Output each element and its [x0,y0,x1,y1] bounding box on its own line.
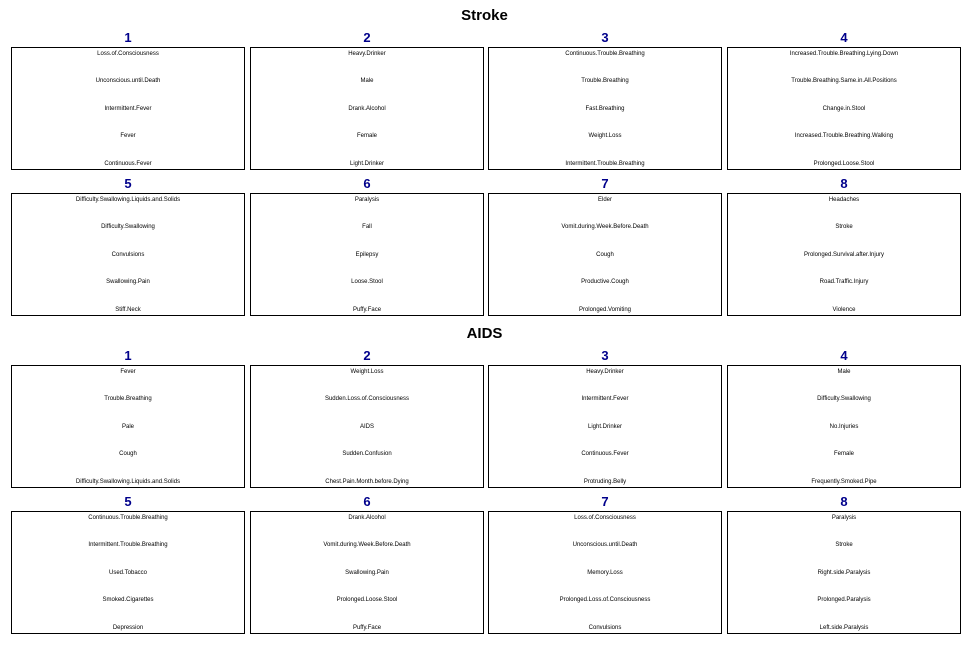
term-label: Light.Drinker [587,424,622,430]
term-label: Puffy.Face [352,625,382,631]
term-label: Chest.Pain.Month.before.Dying [325,479,409,485]
topic-panel [488,193,722,316]
topic-panel [11,193,245,316]
term-label: Difficulty.Swallowing.Liquids.and.Solids [75,479,181,485]
panel-number: 5 [124,176,132,191]
term-label: Trouble.Breathing.Same.in.All.Positions [791,78,897,84]
term-label: Cough [119,451,137,457]
term-label: Female [833,451,854,457]
term-label: Convulsions [588,625,622,631]
term-label: Right.side.Paralysis [817,570,871,576]
term-label: Swallowing.Pain [345,570,389,576]
term-label: Unconscious.until.Death [572,542,638,548]
topic-panel [488,365,722,488]
term-label: Drank.Alcohol [348,515,386,521]
term-label: Light.Drinker [349,161,384,167]
panel-number: 7 [601,176,609,191]
term-label: Paralysis [354,197,380,203]
topic-panel [727,47,961,170]
term-label: Elder [597,197,612,203]
term-label: Intermittent.Fever [581,396,629,402]
term-label: Vomit.during.Week.Before.Death [561,224,649,230]
term-label: Female [356,133,377,139]
term-label: Stroke [835,224,853,230]
topic-panel [727,193,961,316]
term-label: Left.side.Paralysis [819,625,869,631]
term-label: Pale [121,424,134,430]
topic-panel [250,365,484,488]
term-label: Prolonged.Survival.after.Injury [803,252,885,258]
term-label: Prolonged.Paralysis [817,597,871,603]
term-label: Continuous.Fever [581,451,629,457]
term-label: Epilepsy [355,252,379,258]
term-label: Stiff.Neck [115,307,141,313]
topic-panel [11,365,245,488]
term-label: Protruding.Belly [583,479,627,485]
term-label: Fast.Breathing [585,106,625,112]
term-label: Continuous.Trouble.Breathing [565,51,645,57]
term-label: Loss.of.Consciousness [97,51,159,57]
term-label: Male [837,369,851,375]
term-label: Sudden.Confusion [342,451,392,457]
panel-number: 2 [363,30,371,45]
term-label: Sudden.Loss.of.Consciousness [324,396,410,402]
term-label: Unconscious.until.Death [95,78,161,84]
topic-panel [727,511,961,634]
term-label: Loss.of.Consciousness [574,515,636,521]
panel-number: 8 [840,176,848,191]
term-label: Change.in.Stool [822,106,866,112]
term-label: Loose.Stool [351,279,383,285]
term-label: Heavy.Drinker [586,369,624,375]
panel-number: 4 [840,30,848,45]
term-label: Difficulty.Swallowing.Liquids.and.Solids [75,197,181,203]
term-label: Stroke [835,542,853,548]
term-label: Increased.Trouble.Breathing.Walking [794,133,894,139]
panel-number: 6 [363,494,371,509]
term-label: Puffy.Face [352,307,382,313]
term-label: Intermittent.Trouble.Breathing [88,542,168,548]
term-label: Continuous.Trouble.Breathing [88,515,168,521]
term-label: Swallowing.Pain [106,279,150,285]
term-label: No.Injuries [829,424,859,430]
term-label: Intermittent.Trouble.Breathing [565,161,645,167]
term-label: Convulsions [111,252,145,258]
panel-number: 3 [601,348,609,363]
section-title: AIDS [466,325,503,342]
panel-number: 3 [601,30,609,45]
topic-panel [488,511,722,634]
term-label: Intermittent.Fever [104,106,152,112]
term-label: Fever [120,133,136,139]
term-label: Smoked.Cigarettes [102,597,154,603]
term-label: Fever [120,369,136,375]
topic-panel [11,47,245,170]
term-label: Paralysis [831,515,857,521]
panel-number: 5 [124,494,132,509]
panel-number: 8 [840,494,848,509]
term-label: Headaches [828,197,860,203]
term-label: Prolonged.Vomiting [578,307,632,313]
term-label: Productive.Cough [581,279,629,285]
term-label: Weight.Loss [588,133,622,139]
term-label: Drank.Alcohol [348,106,386,112]
topic-panel [250,511,484,634]
panel-number: 2 [363,348,371,363]
panel-number: 4 [840,348,848,363]
panel-number: 1 [124,30,132,45]
term-label: Weight.Loss [350,369,384,375]
term-label: Frequently.Smoked.Pipe [811,479,877,485]
topic-panel [250,47,484,170]
term-label: Trouble.Breathing [104,396,152,402]
topic-panel [727,365,961,488]
term-label: Prolonged.Loose.Stool [336,597,398,603]
term-label: Heavy.Drinker [348,51,386,57]
topic-panel [11,511,245,634]
term-label: Continuous.Fever [104,161,152,167]
term-label: Fall [362,224,372,230]
term-label: Depression [112,625,144,631]
term-label: Prolonged.Loose.Stool [813,161,875,167]
term-label: AIDS [359,424,374,430]
term-label: Road.Traffic.Injury [819,279,869,285]
topic-panel [488,47,722,170]
term-label: Difficulty.Swallowing [101,224,155,230]
term-label: Used.Tobacco [108,570,148,576]
term-label: Prolonged.Loss.of.Consciousness [559,597,651,603]
term-label: Trouble.Breathing [581,78,629,84]
term-label: Violence [832,307,856,313]
term-label: Male [360,78,374,84]
term-label: Vomit.during.Week.Before.Death [323,542,411,548]
section-title: Stroke [461,7,508,24]
term-label: Increased.Trouble.Breathing.Lying.Down [789,51,899,57]
term-label: Cough [596,252,614,258]
term-label: Memory.Loss [587,570,623,576]
panel-number: 1 [124,348,132,363]
topic-panel [250,193,484,316]
panel-number: 7 [601,494,609,509]
panel-number: 6 [363,176,371,191]
term-label: Difficulty.Swallowing [817,396,871,402]
